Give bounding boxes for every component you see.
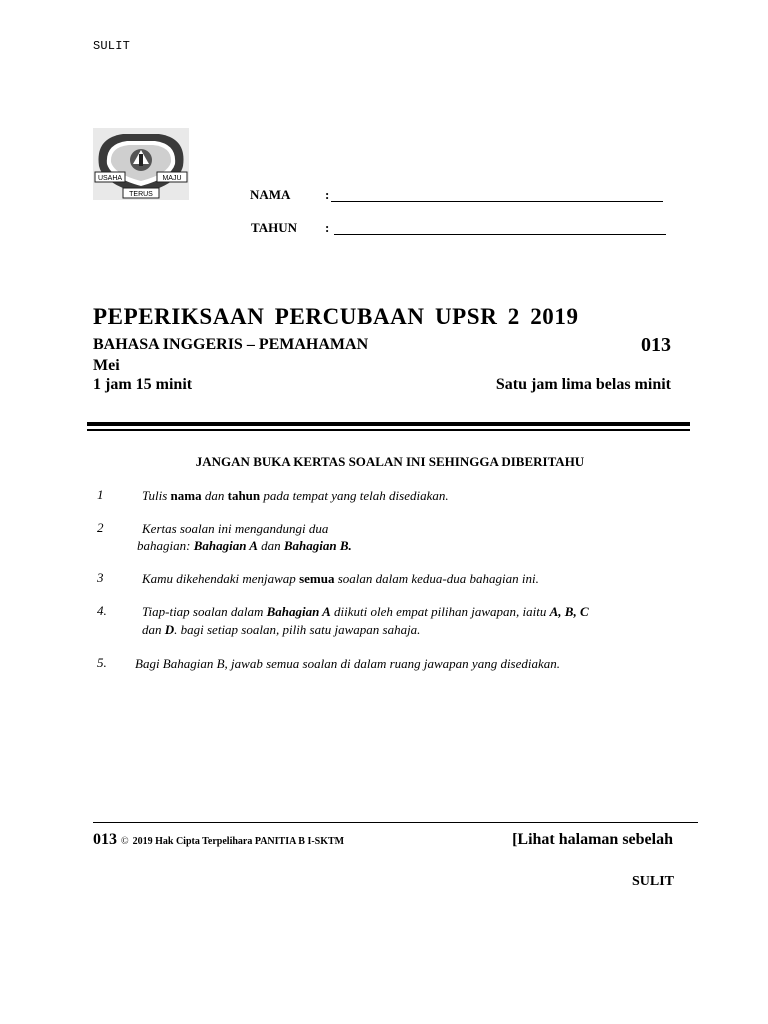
instruction-5: Bagi Bahagian B, jawab semua soalan di dalam ruang jawapan yang disediakan. [135, 656, 561, 671]
copyright-text: 2019 Hak Cipta Terpelihara PANITIA B I-SKTM [132, 836, 345, 847]
instruction-4-line-1: Tiap-tiap soalan dalam Bahagian A diikuti oleh empat pilihan jawapan, iaitu A, B, C [142, 604, 589, 619]
svg-text:USAHA: USAHA [97, 175, 123, 182]
instruction-2-line-2: bahagian: Bahagian A dan Bahagian B. [137, 538, 352, 553]
name-colon: : [325, 187, 330, 202]
instruction-number: 2 [97, 520, 104, 535]
warning-notice: JANGAN BUKA KERTAS SOALAN INI SEHINGGA DIBERITAHU [195, 454, 585, 469]
instruction-1: Tulis nama dan tahun pada tempat yang telah disediakan. [142, 488, 449, 503]
next-page-note: [Lihat halaman sebelah [512, 831, 673, 848]
exam-duration: 1 jam 15 minit [93, 376, 193, 393]
footer-copyright [93, 831, 344, 849]
year-colon: : [325, 220, 330, 235]
footer-paper-code: 013 [93, 831, 117, 848]
svg-text:TERUS: TERUS [129, 191, 153, 198]
instruction-2-line-1: Kertas soalan ini mengandungi dua [142, 521, 329, 536]
year-field[interactable] [334, 234, 666, 235]
instruction-number: 3 [97, 570, 104, 585]
name-field[interactable] [331, 201, 663, 202]
svg-text:MAJU: MAJU [162, 175, 182, 182]
instruction-3: Kamu dikehendaki menjawap semua soalan dalam kedua-dua bahagian ini. [142, 571, 539, 586]
exam-subject: BAHASA INGGERIS – PEMAHAMAN [93, 336, 369, 353]
instruction-4-line-2: dan D. bagi setiap soalan, pilih satu jawapan sahaja. [142, 622, 421, 637]
instruction-number: 1 [97, 487, 104, 502]
year-label: TAHUN [251, 220, 297, 235]
exam-title: PEPERIKSAAN PERCUBAAN UPSR 2 2019 [93, 304, 579, 329]
classification-bottom: SULIT [631, 874, 674, 889]
school-crest-icon [93, 128, 189, 200]
instruction-number: 5. [97, 655, 107, 670]
school-logo [93, 128, 189, 200]
paper-code: 013 [641, 334, 671, 356]
footer-divider [93, 822, 698, 823]
classification-top: SULIT [93, 39, 131, 53]
header-divider-thin [87, 429, 690, 431]
exam-duration-words: Satu jam lima belas minit [495, 376, 671, 393]
name-label: NAMA [250, 187, 291, 202]
copyright-icon: © [121, 836, 129, 847]
header-divider-thick [87, 422, 690, 426]
instruction-number: 4. [97, 603, 107, 618]
exam-month: Mei [93, 357, 120, 374]
